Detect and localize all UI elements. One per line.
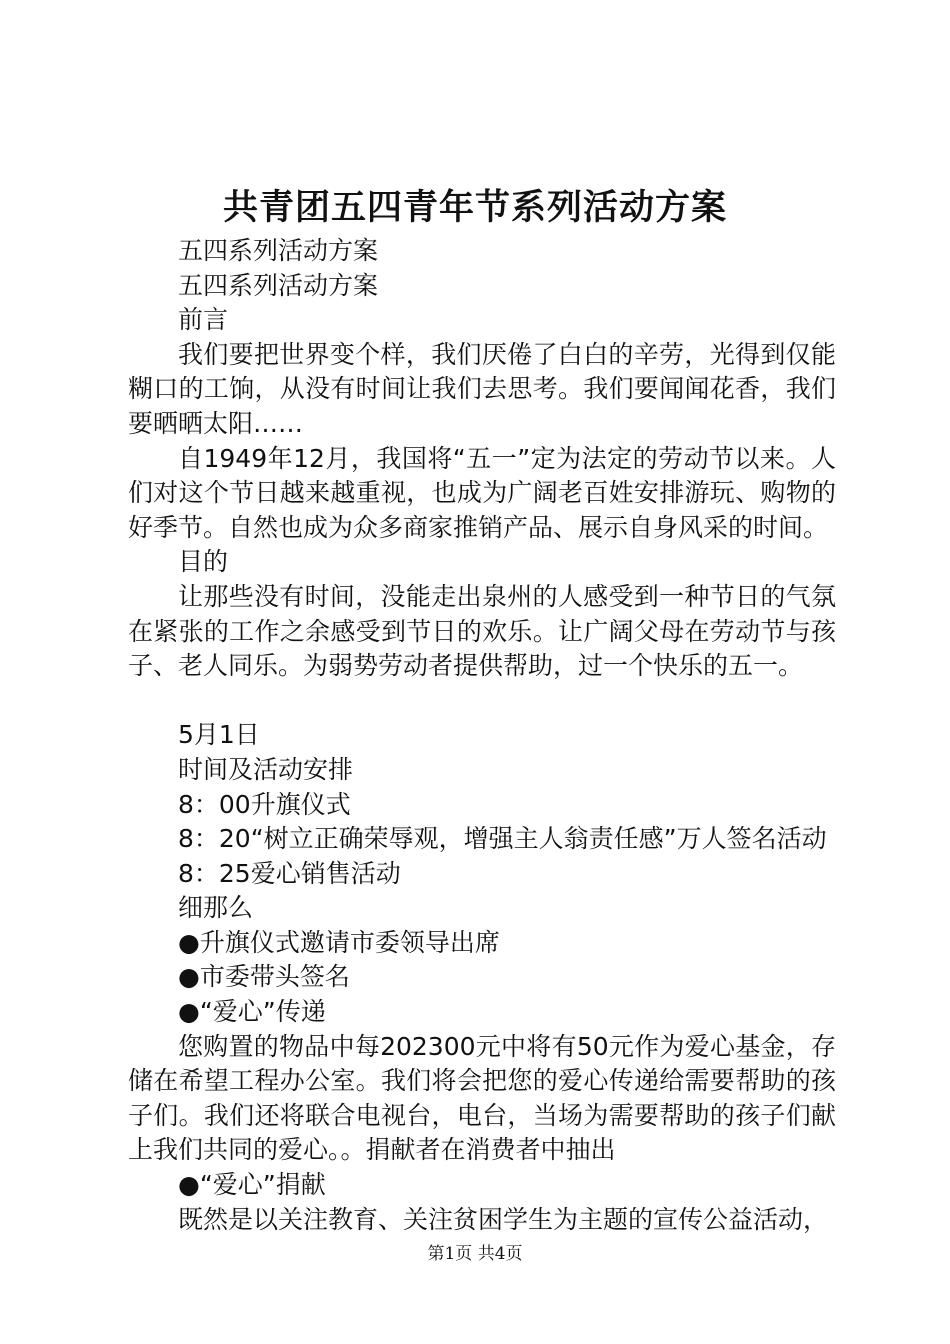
paragraph: 五四系列活动方案 — [178, 236, 379, 265]
blank-line — [128, 684, 836, 719]
paragraph: 我们要把世界变个样，我们厌倦了白白的辛劳，光得到仅能糊口的工饷，从没有时间让我们去思考。我们要闻闻花香，我们要晒晒太阳…… — [128, 339, 836, 438]
bullet-item: ●升旗仪式邀请市委领导出席 — [178, 927, 500, 957]
schedule-item: 8：25爱心销售活动 — [178, 858, 401, 888]
section-heading: 时间及活动安排 — [178, 754, 354, 784]
schedule-item: 8：20“树立正确荣辱观，增强主人翁责任感”万人签名活动 — [178, 824, 827, 854]
section-heading: 前言 — [178, 305, 229, 335]
schedule-item: 8：00升旗仪式 — [178, 789, 351, 819]
section-heading: 细那么 — [178, 893, 254, 923]
paragraph: 五四系列活动方案 — [178, 270, 379, 300]
paragraph: 您购置的物品中每202300元中将有50元作为爱心基金，存储在希望工程办公室。我们将会把您的爱心传递给需要帮助的孩子们。我们还将联合电视台，电台，当场为需要帮助的孩子们献上我们共同的爱心。。捐献者在消费者中抽出 — [128, 1031, 836, 1165]
date-line: 5月1日 — [178, 720, 260, 750]
bullet-item: ●市委带头签名 — [178, 962, 350, 992]
document-body — [128, 234, 836, 1237]
page-footer: 第1页 共4页 — [427, 1244, 523, 1264]
bullet-item: ●“爱心”传递 — [178, 997, 326, 1027]
paragraph: 既然是以关注教育、关注贫困学生为主题的宣传公益活动， — [178, 1204, 829, 1234]
bullet-item: ●“爱心”捐献 — [178, 1170, 326, 1200]
paragraph: 自1949年12月，我国将“五一”定为法定的劳动节以来。人们对这个节日越来越重视，也成为广阔老百姓安排游玩、购物的好季节。自然也成为众多商家推销产品、展示自身风采的时间。 — [128, 443, 836, 542]
section-heading: 目的 — [178, 547, 229, 577]
paragraph: 让那些没有时间，没能走出泉州的人感受到一种节日的气氛在紧张的工作之余感受到节日的欢乐。让广阔父母在劳动节与孩子、老人同乐。为弱势劳动者提供帮助，过一个快乐的五一。 — [128, 581, 836, 681]
document-title: 共青团五四青年节系列活动方案 — [222, 187, 727, 228]
